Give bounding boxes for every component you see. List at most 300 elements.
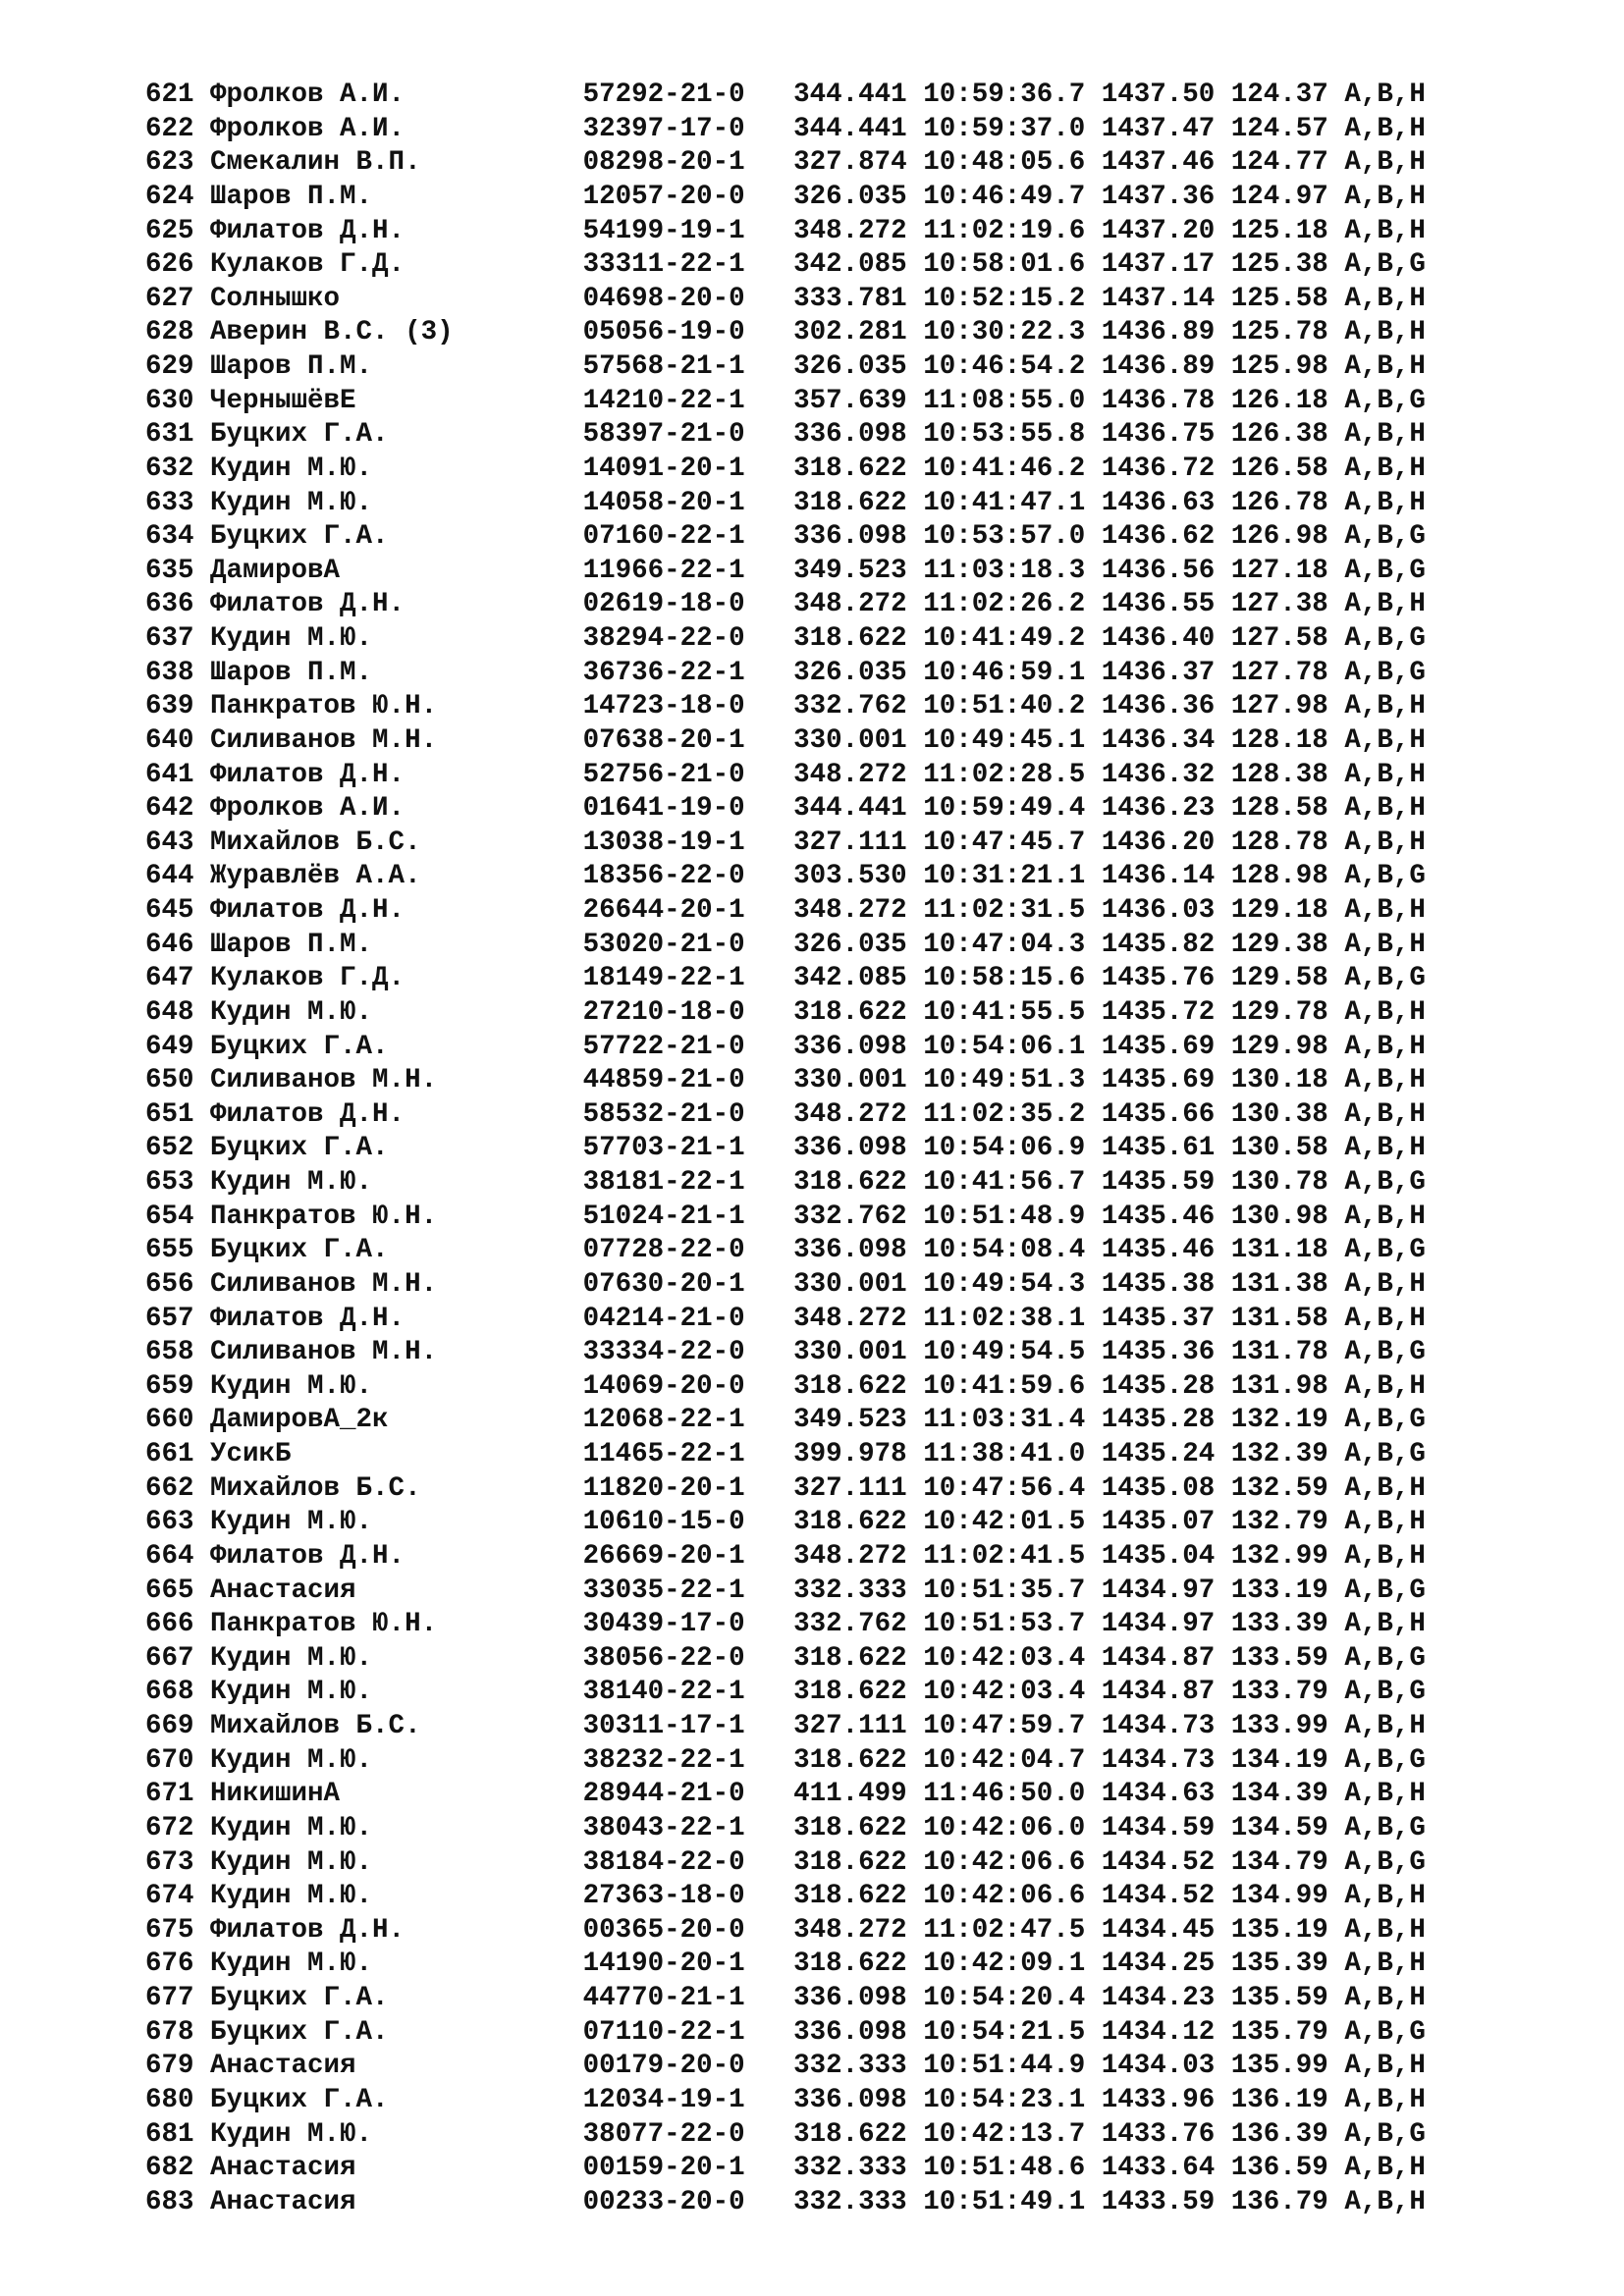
column-gap bbox=[194, 691, 211, 721]
ring-number: 12068-22-1 bbox=[582, 1405, 745, 1436]
points: 134.99 bbox=[1230, 1881, 1328, 1912]
points: 126.18 bbox=[1230, 385, 1328, 416]
column-gap bbox=[372, 930, 583, 960]
speed: 1435.36 bbox=[1101, 1337, 1216, 1368]
points: 135.59 bbox=[1230, 1983, 1328, 2013]
column-gap bbox=[1328, 1677, 1345, 1707]
column-gap bbox=[389, 2085, 583, 2115]
fancier-name: Буцких Г.А. bbox=[210, 1133, 389, 1164]
speed: 1436.20 bbox=[1101, 827, 1216, 858]
arrival-time: 10:49:45.1 bbox=[923, 724, 1086, 756]
fancier-name: Буцких Г.А. bbox=[210, 2084, 389, 2115]
fancier-name: Кудин М.Ю. bbox=[210, 2118, 373, 2150]
column-gap bbox=[1085, 1133, 1102, 1163]
column-gap bbox=[907, 828, 924, 858]
result-row bbox=[145, 146, 1426, 181]
points: 130.58 bbox=[1230, 1133, 1328, 1164]
points: 126.38 bbox=[1230, 419, 1328, 451]
column-gap bbox=[1215, 488, 1231, 518]
result-row bbox=[145, 1166, 1426, 1201]
column-gap bbox=[1085, 521, 1102, 552]
column-gap bbox=[1328, 1983, 1345, 2013]
column-gap bbox=[194, 114, 211, 144]
points: 136.79 bbox=[1230, 2186, 1328, 2217]
categories: A,B,H bbox=[1344, 453, 1426, 484]
column-gap bbox=[1215, 419, 1231, 450]
distance: 333.781 bbox=[793, 283, 907, 314]
fancier-name: Силиванов М.Н. bbox=[210, 1065, 438, 1096]
column-gap bbox=[1215, 249, 1231, 280]
categories: A,B,H bbox=[1344, 147, 1426, 179]
place: 625 bbox=[145, 215, 194, 246]
column-gap bbox=[1328, 1405, 1345, 1435]
column-gap bbox=[1215, 997, 1231, 1028]
result-row bbox=[145, 283, 1426, 317]
fancier-name: Филатов Д.Н. bbox=[210, 1303, 406, 1334]
column-gap bbox=[1085, 147, 1102, 178]
column-gap bbox=[745, 1032, 794, 1062]
column-gap bbox=[907, 1915, 924, 1946]
place: 653 bbox=[145, 1167, 194, 1198]
speed: 1434.52 bbox=[1101, 1846, 1216, 1878]
points: 136.39 bbox=[1230, 2118, 1328, 2150]
column-gap bbox=[1215, 2017, 1231, 2048]
points: 128.38 bbox=[1230, 759, 1328, 790]
column-gap bbox=[1215, 1099, 1231, 1130]
column-gap bbox=[421, 1473, 583, 1504]
column-gap bbox=[907, 2153, 924, 2183]
ring-number: 28944-21-0 bbox=[582, 1779, 745, 1810]
categories: A,B,H bbox=[1344, 113, 1426, 144]
speed: 1436.72 bbox=[1101, 453, 1216, 484]
points: 127.78 bbox=[1230, 657, 1328, 688]
column-gap bbox=[389, 419, 583, 450]
place: 621 bbox=[145, 80, 194, 110]
column-gap bbox=[1085, 1405, 1102, 1435]
distance: 349.523 bbox=[793, 555, 907, 586]
points: 133.59 bbox=[1230, 1642, 1328, 1674]
column-gap bbox=[907, 1507, 924, 1537]
arrival-time: 11:08:55.0 bbox=[923, 385, 1086, 416]
distance: 332.333 bbox=[793, 1575, 907, 1606]
column-gap bbox=[1085, 760, 1102, 790]
column-gap bbox=[1215, 1473, 1231, 1504]
column-gap bbox=[1085, 1949, 1102, 1979]
categories: A,B,G bbox=[1344, 1812, 1426, 1843]
speed: 1434.87 bbox=[1101, 1642, 1216, 1674]
arrival-time: 11:02:31.5 bbox=[923, 895, 1086, 926]
ring-number: 07638-20-1 bbox=[582, 724, 745, 756]
points: 124.77 bbox=[1230, 147, 1328, 179]
column-gap bbox=[372, 1881, 583, 1911]
column-gap bbox=[1328, 589, 1345, 619]
categories: A,B,H bbox=[1344, 1507, 1426, 1538]
result-row bbox=[145, 1880, 1426, 1914]
arrival-time: 11:38:41.0 bbox=[923, 1439, 1086, 1469]
fancier-name: Кулаков Г.Д. bbox=[210, 249, 406, 281]
arrival-time: 10:54:20.4 bbox=[923, 1983, 1086, 2013]
speed: 1434.63 bbox=[1101, 1779, 1216, 1810]
column-gap bbox=[1085, 419, 1102, 450]
column-gap bbox=[745, 454, 794, 484]
column-gap bbox=[1085, 997, 1102, 1028]
column-gap bbox=[907, 658, 924, 688]
column-gap bbox=[745, 556, 794, 586]
fancier-name: Анастасия bbox=[210, 2186, 356, 2217]
column-gap bbox=[745, 589, 794, 619]
column-gap bbox=[1215, 80, 1231, 110]
distance: 348.272 bbox=[793, 1914, 907, 1946]
points: 128.98 bbox=[1230, 861, 1328, 892]
fancier-name: Кудин М.Ю. bbox=[210, 1744, 373, 1776]
column-gap bbox=[1085, 1337, 1102, 1367]
column-gap bbox=[745, 1337, 794, 1367]
fancier-name: Шаров П.М. bbox=[210, 351, 373, 382]
speed: 1436.55 bbox=[1101, 589, 1216, 620]
column-gap bbox=[1328, 488, 1345, 518]
column-gap bbox=[405, 793, 583, 824]
fancier-name: Кудин М.Ю. bbox=[210, 1507, 373, 1538]
column-gap bbox=[745, 861, 794, 891]
place: 645 bbox=[145, 895, 194, 926]
ring-number: 57722-21-0 bbox=[582, 1031, 745, 1062]
arrival-time: 10:48:05.6 bbox=[923, 147, 1086, 179]
fancier-name: НикишинА bbox=[210, 1779, 341, 1810]
distance: 411.499 bbox=[793, 1779, 907, 1810]
arrival-time: 10:42:06.6 bbox=[923, 1881, 1086, 1912]
column-gap bbox=[1328, 793, 1345, 824]
ring-number: 07110-22-1 bbox=[582, 2016, 745, 2048]
column-gap bbox=[907, 1847, 924, 1878]
result-row bbox=[145, 1098, 1426, 1133]
place: 652 bbox=[145, 1133, 194, 1164]
categories: A,B,H bbox=[1344, 1370, 1426, 1402]
column-gap bbox=[1085, 114, 1102, 144]
arrival-time: 11:02:19.6 bbox=[923, 215, 1086, 246]
fancier-name: Кудин М.Ю. bbox=[210, 623, 373, 654]
categories: A,B,H bbox=[1344, 759, 1426, 790]
result-row bbox=[145, 929, 1426, 963]
distance: 318.622 bbox=[793, 996, 907, 1028]
place: 636 bbox=[145, 589, 194, 620]
column-gap bbox=[405, 1541, 583, 1572]
speed: 1435.66 bbox=[1101, 1098, 1216, 1130]
column-gap bbox=[1085, 556, 1102, 586]
column-gap bbox=[907, 1235, 924, 1265]
column-gap bbox=[745, 1269, 794, 1300]
column-gap bbox=[1085, 658, 1102, 688]
column-gap bbox=[1215, 454, 1231, 484]
column-gap bbox=[1215, 760, 1231, 790]
column-gap bbox=[1085, 284, 1102, 314]
place: 678 bbox=[145, 2016, 194, 2048]
points: 126.58 bbox=[1230, 453, 1328, 484]
ring-number: 52756-21-0 bbox=[582, 759, 745, 790]
column-gap bbox=[1085, 454, 1102, 484]
column-gap bbox=[1328, 1541, 1345, 1572]
distance: 332.762 bbox=[793, 1201, 907, 1232]
categories: A,B,H bbox=[1344, 724, 1426, 756]
result-row bbox=[145, 1778, 1426, 1812]
place: 671 bbox=[145, 1779, 194, 1810]
column-gap bbox=[194, 147, 211, 178]
column-gap bbox=[1215, 182, 1231, 212]
column-gap bbox=[1215, 2187, 1231, 2217]
fancier-name: Фролков А.И. bbox=[210, 793, 406, 825]
column-gap bbox=[1328, 419, 1345, 450]
column-gap bbox=[1328, 454, 1345, 484]
column-gap bbox=[1215, 1779, 1231, 1809]
distance: 326.035 bbox=[793, 351, 907, 382]
arrival-time: 11:02:28.5 bbox=[923, 759, 1086, 790]
categories: A,B,G bbox=[1344, 1337, 1426, 1368]
categories: A,B,H bbox=[1344, 1914, 1426, 1946]
column-gap bbox=[907, 216, 924, 246]
categories: A,B,H bbox=[1344, 1031, 1426, 1062]
categories: A,B,G bbox=[1344, 1405, 1426, 1436]
points: 128.58 bbox=[1230, 793, 1328, 825]
fancier-name: Буцких Г.А. bbox=[210, 2016, 389, 2048]
column-gap bbox=[1215, 2153, 1231, 2183]
distance: 326.035 bbox=[793, 929, 907, 960]
fancier-name: Шаров П.М. bbox=[210, 657, 373, 688]
column-gap bbox=[1328, 658, 1345, 688]
column-gap bbox=[194, 1269, 211, 1300]
categories: A,B,G bbox=[1344, 385, 1426, 416]
ring-number: 00365-20-0 bbox=[582, 1914, 745, 1946]
place: 643 bbox=[145, 827, 194, 858]
column-gap bbox=[194, 1235, 211, 1265]
points: 127.38 bbox=[1230, 589, 1328, 620]
column-gap bbox=[907, 2017, 924, 2048]
distance: 318.622 bbox=[793, 2118, 907, 2150]
categories: A,B,H bbox=[1344, 1711, 1426, 1741]
speed: 1434.23 bbox=[1101, 1983, 1216, 2013]
column-gap bbox=[1215, 147, 1231, 178]
arrival-time: 10:41:55.5 bbox=[923, 996, 1086, 1028]
speed: 1436.75 bbox=[1101, 419, 1216, 451]
categories: A,B,H bbox=[1344, 215, 1426, 246]
result-row bbox=[145, 1132, 1426, 1166]
column-gap bbox=[194, 488, 211, 518]
result-row bbox=[145, 181, 1426, 215]
points: 131.58 bbox=[1230, 1303, 1328, 1334]
ring-number: 58397-21-0 bbox=[582, 419, 745, 451]
column-gap bbox=[1328, 216, 1345, 246]
points: 136.19 bbox=[1230, 2084, 1328, 2115]
column-gap bbox=[907, 1881, 924, 1911]
column-gap bbox=[1085, 1065, 1102, 1095]
column-gap bbox=[907, 861, 924, 891]
points: 133.19 bbox=[1230, 1575, 1328, 1606]
column-gap bbox=[1328, 556, 1345, 586]
speed: 1435.07 bbox=[1101, 1507, 1216, 1538]
column-gap bbox=[1328, 2085, 1345, 2115]
place: 660 bbox=[145, 1405, 194, 1436]
speed: 1434.45 bbox=[1101, 1914, 1216, 1946]
result-row bbox=[145, 1303, 1426, 1337]
column-gap bbox=[194, 930, 211, 960]
column-gap bbox=[405, 963, 583, 993]
column-gap bbox=[194, 556, 211, 586]
column-gap bbox=[389, 521, 583, 552]
column-gap bbox=[745, 182, 794, 212]
column-gap bbox=[1085, 2187, 1102, 2217]
categories: A,B,H bbox=[1344, 1881, 1426, 1912]
categories: A,B,H bbox=[1344, 317, 1426, 348]
column-gap bbox=[745, 317, 794, 347]
column-gap bbox=[907, 386, 924, 416]
points: 125.58 bbox=[1230, 283, 1328, 314]
fancier-name: Михайлов Б.С. bbox=[210, 1711, 421, 1741]
ring-number: 38184-22-0 bbox=[582, 1846, 745, 1878]
place: 665 bbox=[145, 1575, 194, 1606]
column-gap bbox=[1215, 793, 1231, 824]
column-gap bbox=[1215, 1269, 1231, 1300]
ring-number: 04214-21-0 bbox=[582, 1303, 745, 1334]
column-gap bbox=[745, 1847, 794, 1878]
result-row bbox=[145, 487, 1426, 521]
place: 651 bbox=[145, 1098, 194, 1130]
column-gap bbox=[389, 1983, 583, 2013]
column-gap bbox=[194, 419, 211, 450]
ring-number: 14058-20-1 bbox=[582, 487, 745, 518]
column-gap bbox=[1328, 317, 1345, 347]
column-gap bbox=[1085, 1235, 1102, 1265]
column-gap bbox=[194, 454, 211, 484]
column-gap bbox=[1215, 1304, 1231, 1334]
result-row bbox=[145, 1744, 1426, 1779]
column-gap bbox=[1085, 589, 1102, 619]
place: 658 bbox=[145, 1337, 194, 1368]
distance: 327.874 bbox=[793, 147, 907, 179]
distance: 342.085 bbox=[793, 249, 907, 281]
column-gap bbox=[907, 1304, 924, 1334]
column-gap bbox=[194, 1949, 211, 1979]
column-gap bbox=[745, 1201, 794, 1232]
points: 125.18 bbox=[1230, 215, 1328, 246]
column-gap bbox=[745, 2187, 794, 2217]
column-gap bbox=[389, 1032, 583, 1062]
distance: 336.098 bbox=[793, 521, 907, 553]
column-gap bbox=[745, 284, 794, 314]
ring-number: 38232-22-1 bbox=[582, 1744, 745, 1776]
place: 648 bbox=[145, 996, 194, 1028]
arrival-time: 10:47:59.7 bbox=[923, 1711, 1086, 1741]
column-gap bbox=[340, 556, 583, 586]
column-gap bbox=[907, 1779, 924, 1809]
speed: 1434.73 bbox=[1101, 1744, 1216, 1776]
result-row bbox=[145, 350, 1426, 385]
ring-number: 11820-20-1 bbox=[582, 1472, 745, 1504]
fancier-name: Шаров П.М. bbox=[210, 929, 373, 960]
column-gap bbox=[907, 963, 924, 993]
column-gap bbox=[907, 1167, 924, 1198]
column-gap bbox=[194, 351, 211, 382]
column-gap bbox=[1085, 488, 1102, 518]
result-row bbox=[145, 1506, 1426, 1540]
column-gap bbox=[745, 1167, 794, 1198]
column-gap bbox=[907, 1473, 924, 1504]
column-gap bbox=[194, 793, 211, 824]
column-gap bbox=[372, 1949, 583, 1979]
speed: 1436.32 bbox=[1101, 759, 1216, 790]
column-gap bbox=[1328, 1371, 1345, 1402]
column-gap bbox=[745, 1915, 794, 1946]
ring-number: 33311-22-1 bbox=[582, 249, 745, 281]
points: 127.58 bbox=[1230, 623, 1328, 654]
column-gap bbox=[907, 1677, 924, 1707]
column-gap bbox=[437, 1201, 583, 1232]
column-gap bbox=[372, 488, 583, 518]
column-gap bbox=[340, 284, 583, 314]
categories: A,B,H bbox=[1344, 895, 1426, 926]
place: 634 bbox=[145, 521, 194, 553]
column-gap bbox=[1085, 80, 1102, 110]
distance: 344.441 bbox=[793, 113, 907, 144]
column-gap bbox=[194, 658, 211, 688]
fancier-name: ЧернышёвЕ bbox=[210, 385, 356, 416]
distance: 318.622 bbox=[793, 1744, 907, 1776]
column-gap bbox=[745, 623, 794, 654]
result-row bbox=[145, 894, 1426, 929]
column-gap bbox=[1328, 1032, 1345, 1062]
distance: 318.622 bbox=[793, 1677, 907, 1708]
column-gap bbox=[1215, 1711, 1231, 1741]
categories: A,B,H bbox=[1344, 929, 1426, 960]
categories: A,B,G bbox=[1344, 657, 1426, 688]
column-gap bbox=[194, 1371, 211, 1402]
column-gap bbox=[745, 930, 794, 960]
column-gap bbox=[356, 2051, 583, 2081]
speed: 1433.59 bbox=[1101, 2186, 1216, 2217]
ring-number: 12034-19-1 bbox=[582, 2084, 745, 2115]
categories: A,B,H bbox=[1344, 1779, 1426, 1810]
result-row bbox=[145, 724, 1426, 759]
column-gap bbox=[907, 80, 924, 110]
column-gap bbox=[194, 2051, 211, 2081]
arrival-time: 10:46:54.2 bbox=[923, 351, 1086, 382]
arrival-time: 10:51:48.6 bbox=[923, 2153, 1086, 2184]
column-gap bbox=[194, 1167, 211, 1198]
column-gap bbox=[194, 1779, 211, 1809]
fancier-name: УсикБ bbox=[210, 1439, 292, 1469]
speed: 1435.08 bbox=[1101, 1472, 1216, 1504]
column-gap bbox=[745, 216, 794, 246]
column-gap bbox=[1215, 691, 1231, 721]
column-gap bbox=[907, 284, 924, 314]
column-gap bbox=[1085, 182, 1102, 212]
place: 680 bbox=[145, 2084, 194, 2115]
arrival-time: 10:31:21.1 bbox=[923, 861, 1086, 892]
place: 623 bbox=[145, 147, 194, 179]
fancier-name: Кудин М.Ю. bbox=[210, 1370, 373, 1402]
column-gap bbox=[745, 1779, 794, 1809]
column-gap bbox=[1328, 1201, 1345, 1232]
arrival-time: 10:51:44.9 bbox=[923, 2051, 1086, 2082]
points: 131.78 bbox=[1230, 1337, 1328, 1368]
column-gap bbox=[194, 249, 211, 280]
column-gap bbox=[194, 1881, 211, 1911]
place: 668 bbox=[145, 1677, 194, 1708]
place: 682 bbox=[145, 2153, 194, 2184]
place: 624 bbox=[145, 181, 194, 212]
column-gap bbox=[745, 997, 794, 1028]
column-gap bbox=[907, 182, 924, 212]
distance: 348.272 bbox=[793, 589, 907, 620]
points: 124.97 bbox=[1230, 181, 1328, 212]
result-row bbox=[145, 1676, 1426, 1710]
